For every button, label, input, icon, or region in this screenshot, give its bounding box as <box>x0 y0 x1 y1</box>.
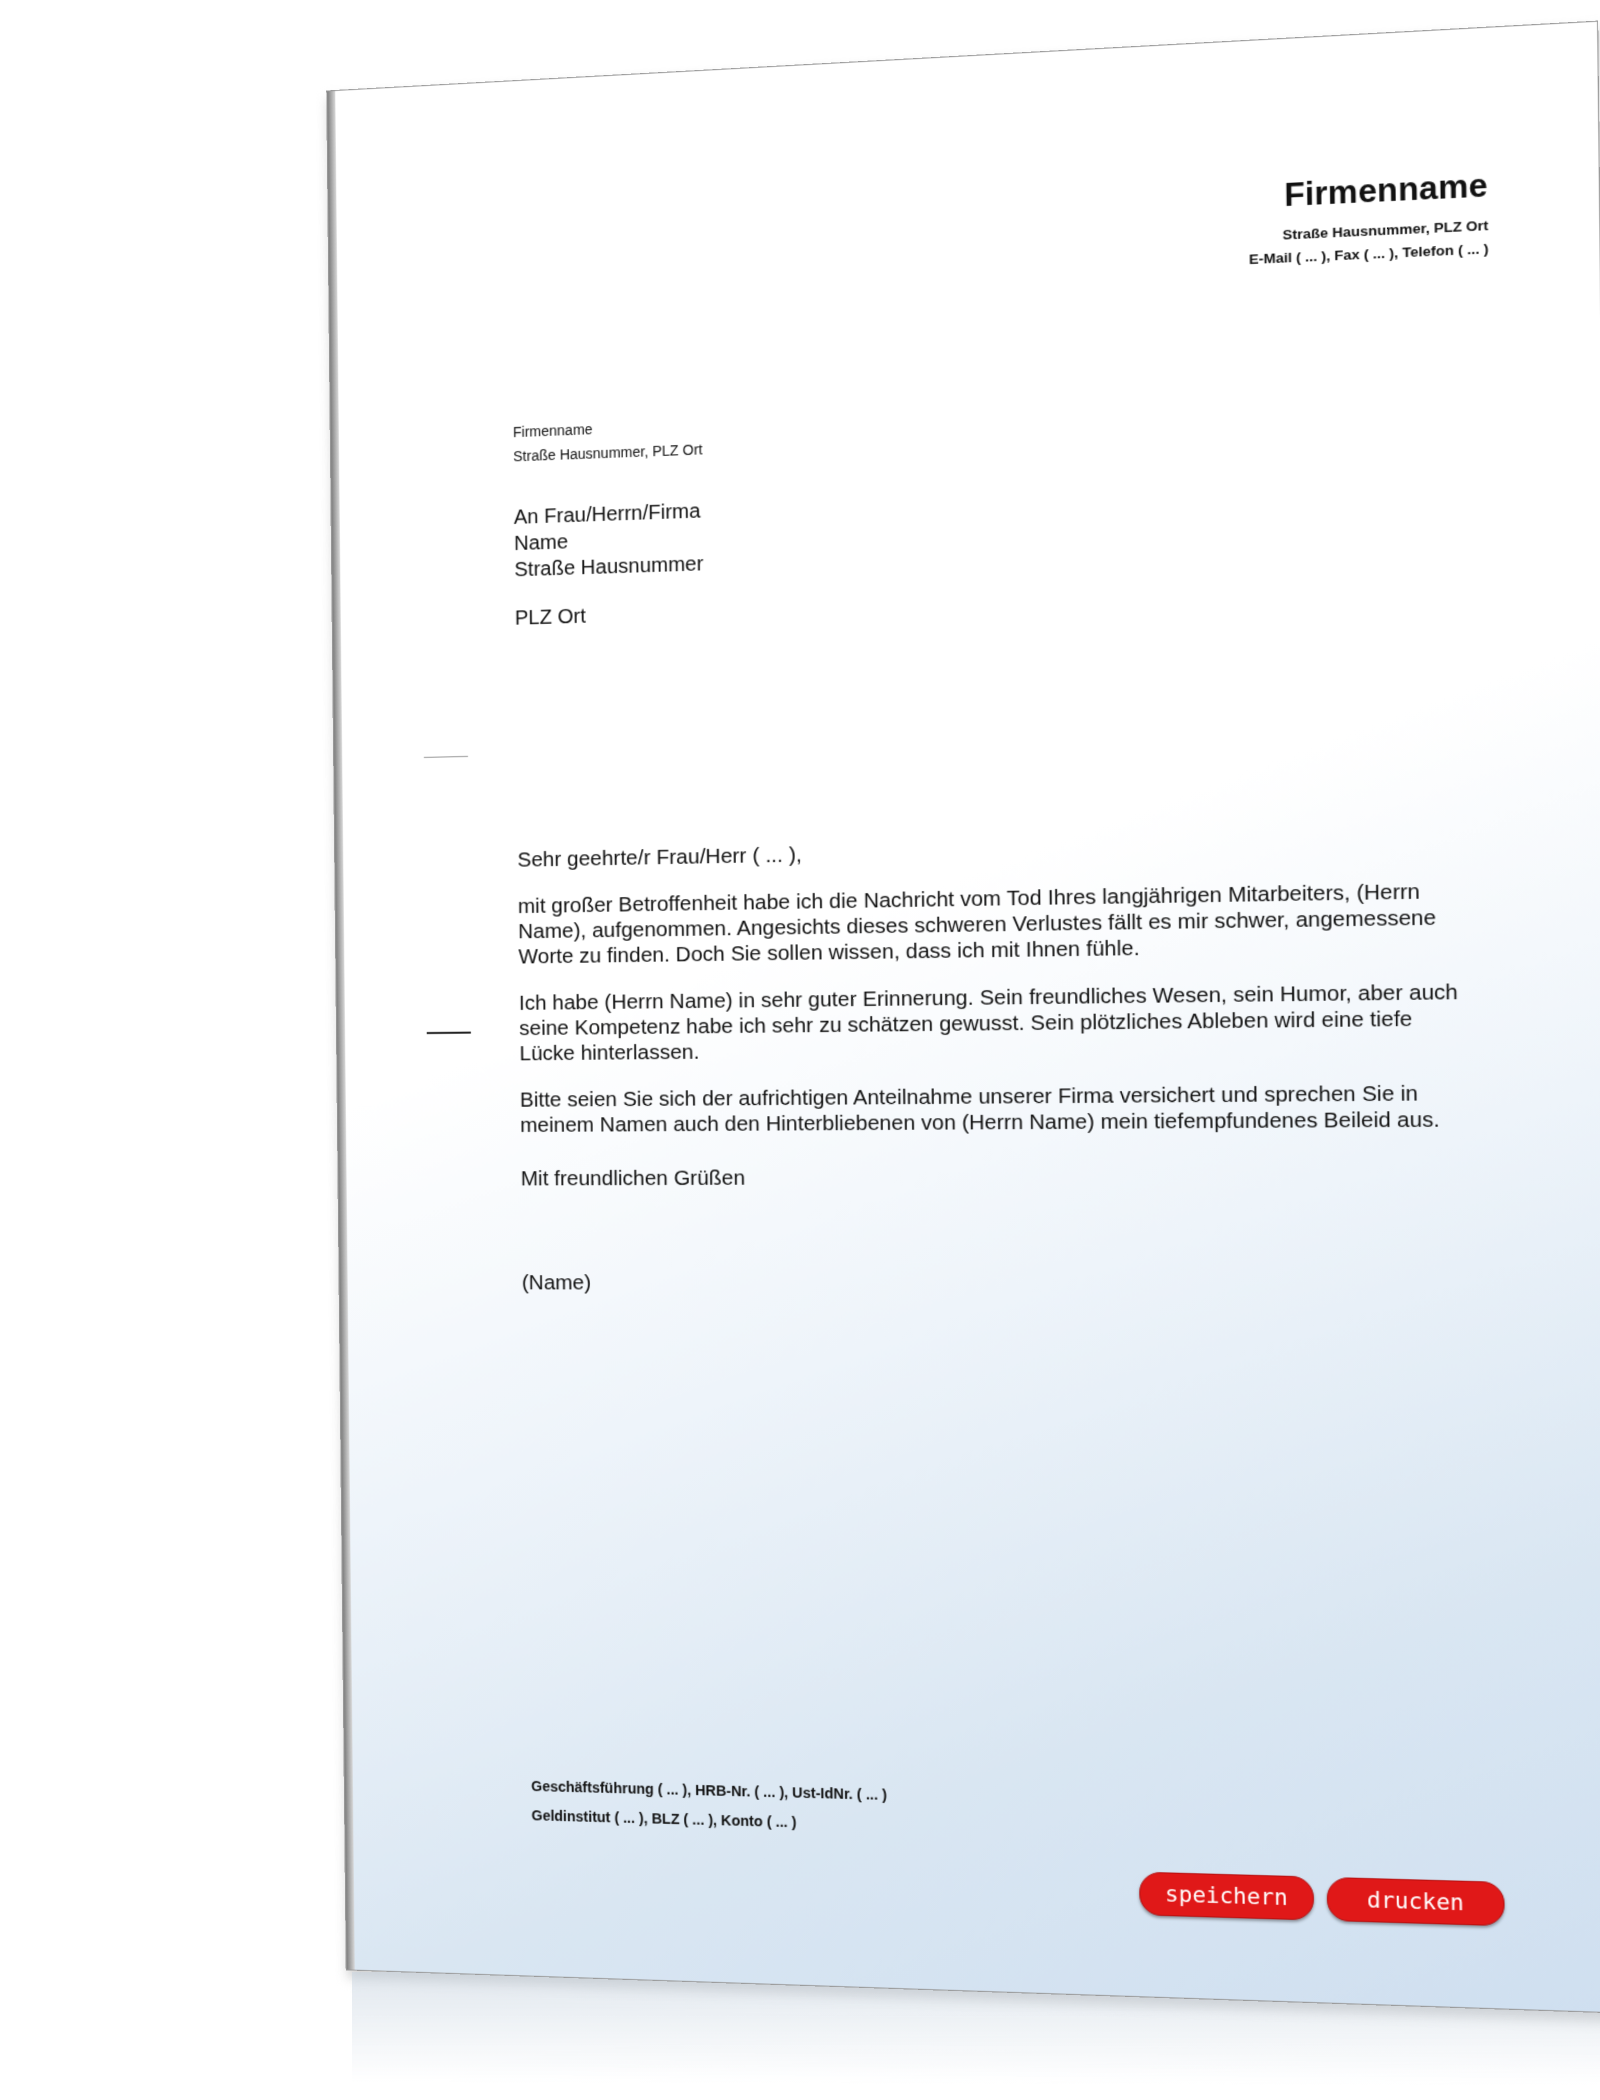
recipient-line2: Name <box>514 531 569 556</box>
sender-company: Firmenname <box>512 421 593 441</box>
salutation: Sehr geehrte/r Frau/Herr ( ... ), <box>517 843 802 872</box>
punch-mark <box>427 1032 471 1034</box>
footer-line2: Geldinstitut ( ... ), BLZ ( ... ), Konto ( ... ) <box>531 1807 797 1831</box>
letterhead-company: Firmenname <box>1283 166 1489 214</box>
closing: Mit freundlichen Grüßen <box>520 1166 746 1191</box>
footer <box>531 1772 887 1840</box>
letterhead-contact: E-Mail ( ... ), Fax ( ... ), Telefon ( ... ) <box>1248 240 1489 268</box>
letter-body <box>517 830 1471 1320</box>
letterhead <box>1248 167 1489 267</box>
paragraph-2: Ich habe (Herrn Name) in sehr guter Erinnerung. Sein freundliches Wesen, sein Humor, aber auch seine Kompetenz habe ich sehr zu schätzen gewusst. Sein plötzliches Ableben wird eine tiefe Lücke hinterlassen. <box>518 980 1458 1066</box>
signer-name: (Name) <box>521 1271 592 1295</box>
print-button[interactable]: drucken <box>1327 1877 1505 1926</box>
paragraph-1: mit großer Betroffenheit habe ich die Nachricht vom Tod Ihres langjährigen Mitarbeiters, (Herrn Name), aufgenommen. Angesichts dieses schweren Verlustes fällt es mir schwer, angemessene Worte zu finden. Doch Sie sollen wissen, dass ich mit Ihnen fühle. <box>517 879 1437 969</box>
fold-mark-top <box>424 756 468 758</box>
sender-line <box>513 413 703 469</box>
letter-page <box>326 21 1600 2014</box>
recipient-line4: PLZ Ort <box>514 605 586 630</box>
footer-line1: Geschäftsführung ( ... ), HRB-Nr. ( ... ), Ust-IdNr. ( ... ) <box>531 1777 887 1803</box>
save-button[interactable]: speichern <box>1139 1872 1314 1921</box>
recipient-line3: Straße Hausnummer <box>514 553 704 582</box>
letterhead-address: Straße Hausnummer, PLZ Ort <box>1282 217 1489 243</box>
recipient-line1: An Frau/Herrn/Firma <box>513 500 701 529</box>
recipient-block <box>514 498 704 632</box>
paragraph-3: Bitte seien Sie sich der aufrichtigen Anteilnahme unserer Firma versichert und sprechen Sie in meinem Namen auch den Hinterbliebenen von (Herrn Name) mein tiefempfundenes Beileid aus. <box>519 1081 1440 1138</box>
sender-address: Straße Hausnummer, PLZ Ort <box>513 441 703 465</box>
